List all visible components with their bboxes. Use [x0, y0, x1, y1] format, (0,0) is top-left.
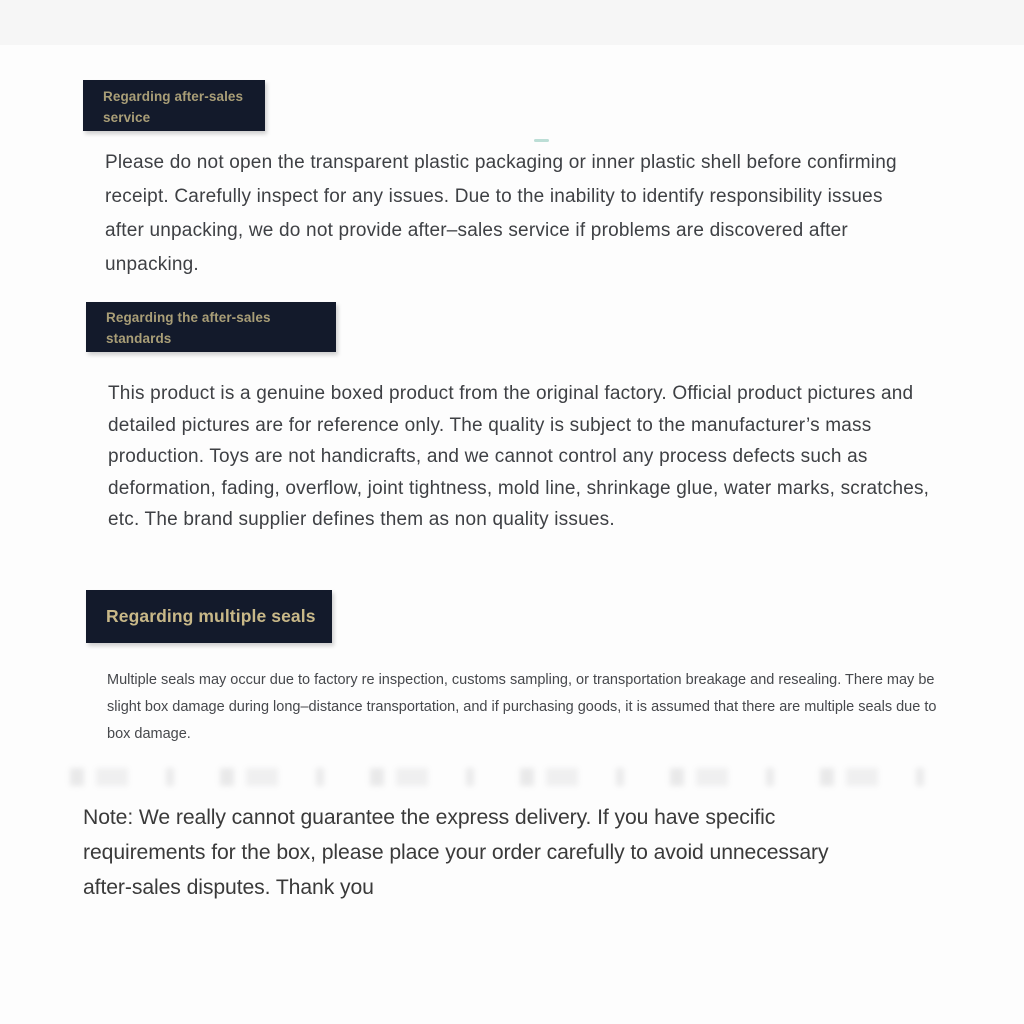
section-heading-after-sales-service: Regarding after-sales service	[83, 80, 265, 131]
paragraph-multiple-seals: Multiple seals may occur due to factory re inspection, customs sampling, or transportation breakage and resealing. There may be slight box damage during long–distance transportation, and if purchasing goods, it is assumed that there are multiple seals due to box damage.	[107, 672, 937, 742]
scan-artifact-mark	[534, 139, 549, 142]
paragraph-after-sales-standards: This product is a genuine boxed product from the original factory. Official product pictures and detailed pictures are for reference only. The quality is subject to the manufacturer’s mass production. Toys are not handicrafts, and we cannot control any process defects such as deformation, fading, overflow, joint tightness, mold line, shrinkage glue, water marks, scratches, etc. The brand supplier defines them as non quality issues.	[108, 383, 930, 531]
erased-text-ghost-band	[70, 768, 950, 786]
section-heading-after-sales-standards: Regarding the after-sales standards	[86, 302, 336, 352]
section-heading-multiple-seals: Regarding multiple seals	[86, 590, 332, 643]
paragraph-after-sales-service: Please do not open the transparent plastic packaging or inner plastic shell before confirming receipt. Carefully inspect for any issues. Due to the inability to identify responsibility issues after unpacking, we do not provide after–sales service if problems are discovered after unpacking.	[105, 152, 897, 275]
delivery-note: Note: We really cannot guarantee the express delivery. If you have specific requirements for the box, please place your order carefully to avoid unnecessary after-sales disputes. Thank you	[83, 805, 829, 899]
